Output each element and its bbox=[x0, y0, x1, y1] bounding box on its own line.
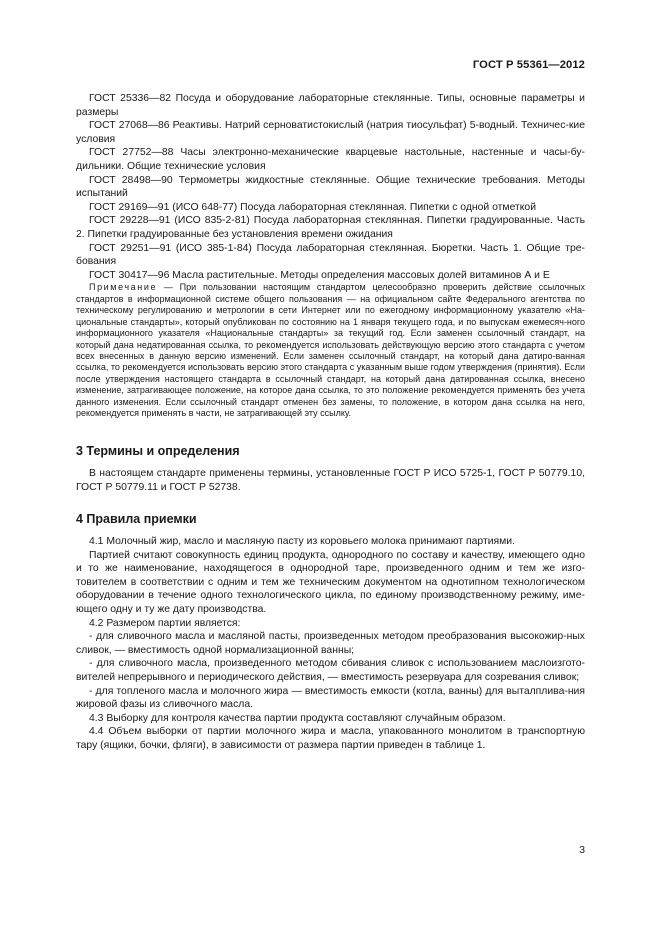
section-paragraph: - для сливочного масла, произведенного методом сбивания сливок с использованием маслоизгото-вителей непрерывного и периодического действия, — вместимость резервуара для созревания сливок; bbox=[76, 658, 585, 683]
reference-item bbox=[76, 242, 585, 269]
reference-text: ГОСТ 25336—82 Посуда и оборудование лабораторные стеклянные. Типы, основные параметры и размеры bbox=[76, 93, 585, 118]
section-paragraph: 4.2 Размером партии является: bbox=[89, 617, 241, 629]
document-code-header: ГОСТ Р 55361—2012 bbox=[472, 59, 585, 71]
section-paragraph: В настоящем стандарте применены термины, установленные ГОСТ Р ИСО 5725-1, ГОСТ Р 50779.10, ГОСТ Р 50779.11 и ГОСТ Р 52738. bbox=[76, 468, 585, 493]
reference-text: ГОСТ 29251—91 (ИСО 385-1-84) Посуда лабораторная стеклянная. Бюретки. Часть 1. Общие тре-бования bbox=[76, 242, 585, 268]
normative-references-list bbox=[76, 92, 585, 420]
reference-text: ГОСТ 28498—90 Термометры жидкостные стеклянные. Общие технические требования. Методы испытаний bbox=[76, 174, 585, 200]
section-paragraph: 4.4 Объем выборки от партии молочного жира и масла, упакованного монолитом в транспортную тару (ящики, бочки, фляги), в зависимости от размера партии приведен в таблице 1. bbox=[76, 726, 585, 751]
section-paragraph: Партией считают совокупность единиц продукта, однородного по составу и качеству, имеющего одно и то же наименование, находящегося в однородной таре, произведенного одним и тем же изго-товителем в соответствии с одним и тем же техническим документом на однотипном технологическом оборудовании в течение одного технологического цикла, по единому производственному режиму, име-ющего одну и ту же дату производства. bbox=[76, 549, 585, 615]
reference-text: ГОСТ 29169—91 (ИСО 648-77) Посуда лабораторная стеклянная. Пипетки с одной отметкой bbox=[89, 201, 537, 213]
reference-item bbox=[76, 146, 585, 173]
reference-item bbox=[76, 269, 585, 283]
page-number: 3 bbox=[579, 845, 585, 856]
section-terms bbox=[76, 444, 585, 494]
references-note bbox=[76, 282, 585, 419]
reference-item bbox=[76, 174, 585, 201]
note-text: — При пользовании настоящим стандартом целесообразно проверить действие ссылочных стандартов в информационной системе общего пользования — на официальном сайте Федерального агентства по техническому регулированию и метрологии в сети Интернет или по ежегодному информационному указателю «На-циональные стандарты», который опубликован по состоянию на 1 января текущего года, и по выпускам ежемесяч-ного информационного указателя «Национальные стандарты» за текущий год. Если заменен ссылочный стандарт, на который дана недатированная ссылка, то рекомендуется использовать действующую версию этого стандарта с учетом всех внесенных в данную версию изменений. Если заменен ссылочный стандарт, на который дана датиро-ванная ссылка, то рекомендуется использовать версию этого стандарта с указанным выше годом утверждения (принятия). Если после утверждения настоящего стандарта в ссылочный стандарт, на который дана датированная ссылка, внесено изменение, затрагивающее положение, на которое дана ссылка, то это положение рекомендуется применять без учета данного изменения. Если ссылочный стандарт отменен без замены, то положение, в котором дана ссылка на него, рекомендуется применять в части, не затрагивающей эту ссылку. bbox=[76, 282, 585, 419]
section-title: 3 Термины и определения bbox=[76, 444, 240, 458]
reference-item bbox=[76, 214, 585, 241]
reference-text: ГОСТ 30417—96 Масла растительные. Методы определения массовых долей витаминов А и Е bbox=[89, 269, 550, 281]
reference-item bbox=[76, 119, 585, 146]
section-paragraph: - для сливочного масла и масляной пасты, произведенных методом преобразования высокожир-ных сливок, — вместимость одной нормализационной ванны; bbox=[76, 631, 585, 656]
section-acceptance-rules bbox=[76, 512, 585, 753]
section-paragraph: - для топленого масла и молочного жира — вместимость емкости (котла, ванны) для выталплива-ния жировой фазы из сливочного масла. bbox=[76, 685, 585, 711]
reference-text: ГОСТ 29228—91 (ИСО 835-2-81) Посуда лабораторная стеклянная. Пипетки градуированные. Часть 2. Пипетки градуированные без установления времени ожидания bbox=[76, 215, 585, 240]
section-title: 4 Правила приемки bbox=[76, 512, 197, 526]
note-label: Примечание bbox=[89, 282, 158, 293]
reference-text: ГОСТ 27752—88 Часы электронно-механические кварцевые настольные, настенные и часы-бу-дильники. Общие технические условия bbox=[76, 147, 585, 172]
section-paragraph: 4.1 Молочный жир, масло и масляную пасту из коровьего молока принимают партиями. bbox=[89, 536, 515, 547]
reference-text: ГОСТ 27068—86 Реактивы. Натрий серноватистокислый (натрия тиосульфат) 5-водный. Техничес-кие условия bbox=[76, 120, 585, 145]
section-paragraph: 4.3 Выборку для контроля качества партии продукта составляют случайным образом. bbox=[89, 712, 506, 724]
reference-item bbox=[76, 92, 585, 119]
reference-item bbox=[76, 201, 585, 215]
